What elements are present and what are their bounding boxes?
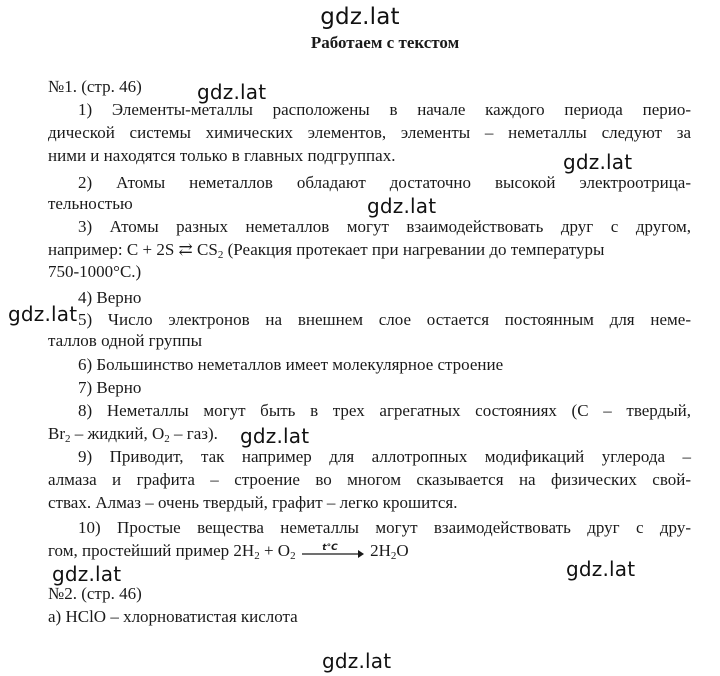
p10-line1: 10) Простые вещества неметаллы могут взаимодействовать друг с дру- (78, 518, 691, 537)
p10-line2 (48, 540, 409, 562)
p8-sub-2: 2 (164, 433, 170, 445)
p5-line1: 5) Число электронов на внешнем слое остается постоянным для неме- (78, 310, 691, 329)
p3-subscript: 2 (217, 249, 224, 261)
p3-line2-prefix: например: C + 2S ⇄ CS (48, 240, 218, 259)
watermark: gdz.lat (367, 194, 437, 218)
p5-line2: таллов одной группы (48, 331, 203, 350)
p8-mid: – жидкий, O (70, 424, 165, 443)
p9-line3: ствах. Алмаз – очень твердый, графит – легко крошится. (48, 493, 458, 512)
watermark: gdz.lat (8, 302, 78, 326)
p10-sub-2: 2 (290, 550, 296, 562)
watermark: gdz.lat (322, 649, 392, 673)
p10-product: 2H (370, 541, 391, 560)
arrow-label: t°C (322, 543, 338, 553)
p10-product-o: O (396, 541, 409, 560)
reaction-arrow-icon (300, 543, 366, 559)
watermark: gdz.lat (240, 424, 310, 448)
p1-line1: 1) Элементы-металлы расположены в начале каждого периода перио- (78, 100, 691, 119)
p3-line3: 750-1000°C.) (48, 262, 142, 281)
p10-sub-1: 2 (254, 550, 260, 562)
p8-line1: 8) Неметаллы могут быть в трех агрегатных состояниях (C – твердый, (78, 401, 691, 420)
p3-line2 (48, 239, 604, 261)
p10-mid: + O (259, 541, 291, 560)
p9-line2: алмаза и графита – строение во многом сказывается на физических свой- (48, 470, 691, 489)
p2-line2: тельностью (48, 194, 133, 213)
p8-end: – газ). (169, 424, 218, 443)
watermark: gdz.lat (197, 80, 267, 104)
p3-line1: 3) Атомы разных неметаллов могут взаимодействовать друг с другом, (78, 217, 691, 236)
p1-line2: дической системы химических элементов, элементы – неметаллы следуют за (48, 123, 691, 142)
page-title: Работаем с текстом (310, 33, 460, 52)
p7: 7) Верно (78, 378, 142, 397)
p2-line1: 2) Атомы неметаллов обладают достаточно высокой электроотрица- (78, 173, 691, 192)
p8-br: Br (48, 424, 65, 443)
p8-line2 (48, 423, 218, 445)
p4: 4) Верно (78, 288, 142, 307)
p3-line2-suffix: (Реакция протекает при нагревании до температуры (223, 240, 605, 259)
p10-sub-3: 2 (390, 550, 397, 562)
task2-header: №2. (стр. 46) (48, 584, 142, 603)
watermark: gdz.lat (320, 4, 400, 30)
p8-sub-1: 2 (65, 433, 71, 445)
p10-prefix: гом, простейший пример 2H (48, 541, 255, 560)
p1-line3: ними и находятся только в главных подгруппах. (48, 146, 396, 165)
p6: 6) Большинство неметаллов имеет молекулярное строение (78, 355, 504, 374)
p9-line1: 9) Приводит, так например для аллотропных модификаций углерода – (78, 447, 691, 466)
task2-a: а) HClO – хлорноватистая кислота (48, 607, 298, 626)
watermark: gdz.lat (563, 150, 633, 174)
watermark: gdz.lat (52, 562, 122, 586)
task1-header: №1. (стр. 46) (48, 77, 142, 96)
watermark: gdz.lat (566, 557, 636, 581)
